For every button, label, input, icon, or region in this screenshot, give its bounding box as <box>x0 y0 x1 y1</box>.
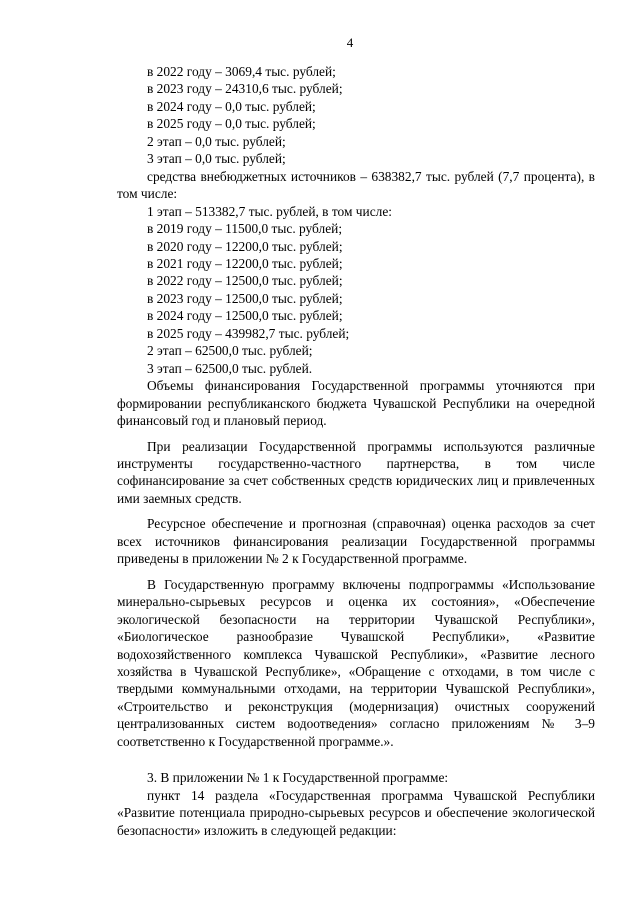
page-number: 4 <box>346 35 354 50</box>
extrabudget-list-item: в 2024 году – 12500,0 тыс. рублей; <box>147 308 343 324</box>
extrabudget-list-item: в 2023 году – 12500,0 тыс. рублей; <box>147 290 343 306</box>
document-body <box>117 63 595 839</box>
funding-list-item: в 2025 году – 0,0 тыс. рублей; <box>147 116 316 132</box>
extrabudget-list-item: в 2020 году – 12200,0 тыс. рублей; <box>147 238 343 254</box>
funding-list-item: в 2024 году – 0,0 тыс. рублей; <box>147 98 316 114</box>
ppp-paragraph: При реализации Государственной программы используются различные инструменты государственно-частного партнерства, в том числе софинансирование за счет собственных средств юридических лиц и привлеченных ими заемных средств. <box>117 438 595 506</box>
paragraph-spacer <box>117 507 595 515</box>
extrabudget-paragraph: средства внебюджетных источников – 638382,7 тыс. рублей (7,7 процента), в том числе: <box>117 168 595 202</box>
paragraph-spacer <box>117 430 595 438</box>
funding-list-item: 2 этап – 0,0 тыс. рублей; <box>147 133 286 149</box>
funding-list-item: в 2022 году – 3069,4 тыс. рублей; <box>147 64 336 79</box>
extrabudget-list-item: в 2022 году – 12500,0 тыс. рублей; <box>147 273 343 289</box>
extrabudget-list-item: в 2019 году – 11500,0 тыс. рублей; <box>147 221 343 237</box>
funding-list-item: в 2023 году – 24310,6 тыс. рублей; <box>147 81 343 97</box>
extrabudget-list-item: в 2025 году – 439982,7 тыс. рублей; <box>147 325 350 341</box>
extrabudget-list-item: 2 этап – 62500,0 тыс. рублей; <box>147 343 313 359</box>
paragraph-spacer <box>117 568 595 576</box>
resources-paragraph: Ресурсное обеспечение и прогнозная (справочная) оценка расходов за счет всех источников финансирования реализации Государственной программы приведены в приложении № 2 к Государственной программе. <box>117 516 595 567</box>
subprograms-paragraph: В Государственную программу включены подпрограммы «Использование минерально-сырьевых ресурсов и оценка их состояния», «Обеспечение экологической безопасности на территории Чувашской Республики», «Биологическое разнообразие Чувашской Республики», «Развитие водохозяйственного комплекса Чувашской Республики», «Развитие лесного хозяйства в Чувашской Республике», «Обращение с отходами, в том числе с твердыми коммунальными отходами, на территории Чувашской Республики», «Строительство и реконструкция (модернизация) очистных сооружений централизованных систем водоотведения» согласно приложениям № 3–9 соответственно к Государственной программе.». <box>117 576 595 749</box>
extrabudget-list-item: 3 этап – 62500,0 тыс. рублей. <box>147 360 313 376</box>
funding-list-item: 3 этап – 0,0 тыс. рублей; <box>147 151 286 167</box>
paragraph-spacer <box>117 750 595 769</box>
item3-heading: 3. В приложении № 1 к Государственной программе: <box>147 770 449 786</box>
extrabudget-list-item: 1 этап – 513382,7 тыс. рублей, в том числе: <box>147 203 392 219</box>
item3-text: пункт 14 раздела «Государственная программа Чувашской Республики «Развитие потенциала природно-сырьевых ресурсов и обеспечение экологической безопасности» изложить в следующей редакции: <box>117 787 595 838</box>
volumes-paragraph: Объемы финансирования Государственной программы уточняются при формировании республиканского бюджета Чувашской Республики на очередной финансовый год и плановый период. <box>117 378 595 429</box>
extrabudget-list-item: в 2021 году – 12200,0 тыс. рублей; <box>147 255 343 271</box>
